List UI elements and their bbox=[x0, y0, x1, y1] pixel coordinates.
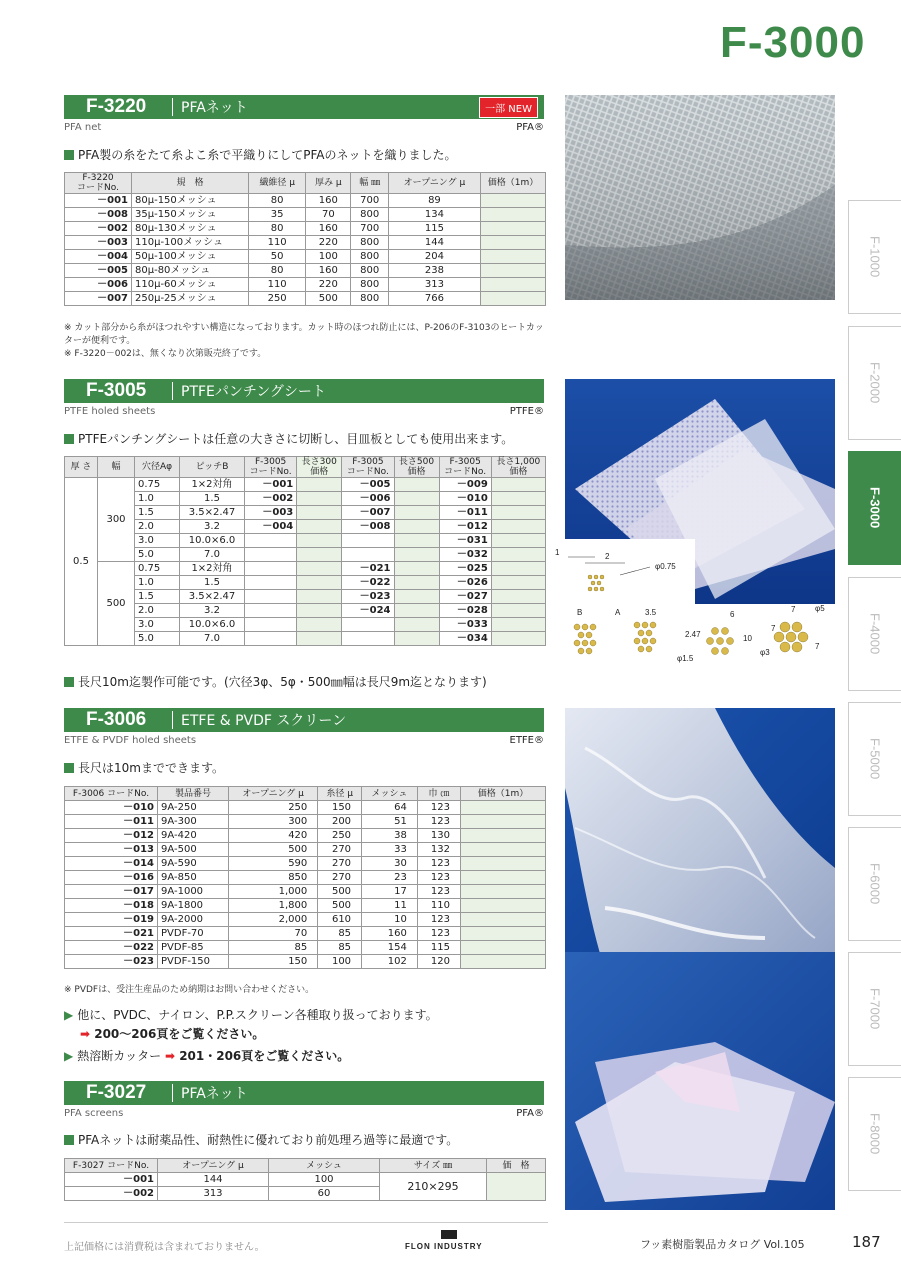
note: ※ カット部分から糸がほつれやすい構造になっております。カット時のほつれ防止には、P-206のF-3103のヒートカッターが便利です。 bbox=[64, 323, 544, 346]
table-row: 0.5 300 0.75 1×2対角 －001 －005 －009 bbox=[65, 478, 546, 492]
table-row: －002 80μ-130メッシュ 80 160 700 115 bbox=[65, 222, 546, 236]
svg-text:7: 7 bbox=[771, 624, 776, 633]
tab-f3000[interactable]: F-3000 bbox=[848, 451, 901, 565]
table-row: 2.0 3.2 －004 －008 －012 bbox=[65, 520, 546, 534]
svg-text:10: 10 bbox=[743, 634, 752, 643]
table-row: －018 9A-1800 1,800 500 11 110 bbox=[65, 899, 546, 913]
table-row: －021 PVDF-70 70 85 160 123 bbox=[65, 927, 546, 941]
table-row: －019 9A-2000 2,000 610 10 123 bbox=[65, 913, 546, 927]
spec-table-f3027 bbox=[64, 1158, 546, 1201]
table-row: 5.0 7.0 －034 bbox=[65, 632, 546, 646]
section-description: PFAネットは耐薬品性、耐熱性に優れており前処理ろ過等に最適です。 bbox=[64, 1131, 458, 1148]
catalog-name: フッ素樹脂製品カタログ Vol.105 bbox=[640, 1238, 805, 1251]
table-row: 2.0 3.2 －024 －028 bbox=[65, 604, 546, 618]
material-label: PFA® bbox=[516, 122, 544, 133]
company-logo bbox=[405, 1230, 495, 1255]
table-row: 1.0 1.5 －022 －026 bbox=[65, 576, 546, 590]
tab-f7000[interactable]: F-7000 bbox=[848, 952, 901, 1066]
svg-text:φ0.75: φ0.75 bbox=[655, 562, 676, 571]
pfa-net-photo bbox=[565, 95, 835, 300]
section-description: 長尺は10mまでできます。 bbox=[64, 759, 224, 776]
table-row: －017 9A-1000 1,000 500 17 123 bbox=[65, 885, 546, 899]
other-screens-line: ▶ 他に、PVDC、ナイロン、P.P.スクリーン各種取り扱っております。 bbox=[64, 1008, 438, 1022]
table-row: 1.5 3.5×2.47 －003 －007 －011 bbox=[65, 506, 546, 520]
svg-text:FLON INDUSTRY: FLON INDUSTRY bbox=[405, 1242, 483, 1251]
section-description: PFA製の糸をたて糸よこ糸で平織りにしてPFAのネットを織りました。 bbox=[64, 146, 457, 163]
section-subtitle: PTFE holed sheets bbox=[64, 406, 156, 417]
table-row: 1.5 3.5×2.47 －023 －027 bbox=[65, 590, 546, 604]
svg-text:φ5: φ5 bbox=[815, 604, 825, 613]
page-reference[interactable]: ➡ 200～206頁をご覧ください。 bbox=[80, 1027, 265, 1041]
table-row: －022 PVDF-85 85 85 154 115 bbox=[65, 941, 546, 955]
table-row: －006 110μ-60メッシュ 110 220 800 313 bbox=[65, 278, 546, 292]
table-row: －003 110μ-100メッシュ 110 220 800 144 bbox=[65, 236, 546, 250]
table-row: －001 144 100 210×295 bbox=[65, 1173, 546, 1187]
note: ※ PVDFは、受注生産品のため納期はお問い合わせください。 bbox=[64, 985, 315, 995]
table-header-row: F-3027 コードNo. オープニング μ メッシュ サイズ ㎜ 価 格 bbox=[65, 1159, 546, 1173]
table-row: －014 9A-590 590 270 30 123 bbox=[65, 857, 546, 871]
table-row: 5.0 7.0 －032 bbox=[65, 548, 546, 562]
tab-f2000[interactable]: F-2000 bbox=[848, 326, 901, 440]
table-row: －023 PVDF-150 150 100 102 120 bbox=[65, 955, 546, 969]
svg-text:B: B bbox=[577, 608, 583, 617]
section-description: PTFEパンチングシートは任意の大きさに切断し、目皿板としても使用出来ます。 bbox=[64, 430, 513, 447]
table-row: 3.0 10.0×6.0 －031 bbox=[65, 534, 546, 548]
tab-f4000[interactable]: F-4000 bbox=[848, 577, 901, 691]
page-number: 187 bbox=[852, 1233, 881, 1251]
cutter-line: ▶ 熱溶断カッター ➡ 201・206頁をご覧ください。 bbox=[64, 1049, 350, 1063]
new-badge: 一部 NEW bbox=[479, 97, 538, 118]
svg-text:φ3: φ3 bbox=[760, 648, 770, 657]
svg-text:7: 7 bbox=[791, 605, 796, 614]
table-row: －016 9A-850 850 270 23 123 bbox=[65, 871, 546, 885]
tab-f6000[interactable]: F-6000 bbox=[848, 827, 901, 941]
svg-text:φ1.5: φ1.5 bbox=[677, 654, 694, 663]
spec-table-f3006 bbox=[64, 786, 546, 969]
section-header-f3220: F-3220 PFAネット 一部 NEW bbox=[64, 95, 544, 119]
svg-text:6: 6 bbox=[730, 610, 735, 619]
footer-divider bbox=[64, 1222, 548, 1223]
section-header-f3005: F-3005 PTFEパンチングシート bbox=[64, 379, 544, 403]
svg-text:3.5: 3.5 bbox=[645, 608, 657, 617]
table-row: 500 0.75 1×2対角 －021 －025 bbox=[65, 562, 546, 576]
page-reference[interactable]: 201・206頁をご覧ください。 bbox=[179, 1049, 350, 1063]
section-header-f3006: F-3006 ETFE & PVDF スクリーン bbox=[64, 708, 544, 732]
ptfe-sheet-photo bbox=[555, 379, 835, 663]
section-subtitle: ETFE & PVDF holed sheets bbox=[64, 735, 197, 746]
table-row: －008 35μ-150メッシュ 35 70 800 134 bbox=[65, 208, 546, 222]
table-header-row: F-3006 コードNo. 製品番号 オープニング μ 糸径 μ メッシュ 巾 ㎝ 価格（1m） bbox=[65, 787, 546, 801]
note: ※ F-3220－002は、無くなり次第販売終了です。 bbox=[64, 349, 267, 359]
svg-text:2: 2 bbox=[605, 552, 610, 561]
material-label: PFA® bbox=[516, 1108, 544, 1119]
tab-f8000[interactable]: F-8000 bbox=[848, 1077, 901, 1191]
svg-text:2.47: 2.47 bbox=[685, 630, 701, 639]
spec-table-f3005 bbox=[64, 456, 546, 646]
svg-text:A: A bbox=[615, 608, 621, 617]
table-row: －011 9A-300 300 200 51 123 bbox=[65, 815, 546, 829]
material-label: ETFE® bbox=[509, 735, 544, 746]
table-row: －001 80μ-150メッシュ 80 160 700 89 bbox=[65, 194, 546, 208]
table-row: －012 9A-420 420 250 38 130 bbox=[65, 829, 546, 843]
table-header-row: F-3220 コードNo. 規 格 繊維径 μ 厚み μ 幅 ㎜ オープニング μ 価格（1m） bbox=[65, 173, 546, 194]
tax-note: 上記価格には消費税は含まれておりません。 bbox=[64, 1242, 265, 1253]
table-row: －010 9A-250 250 150 64 123 bbox=[65, 801, 546, 815]
table-row: －002 313 60 bbox=[65, 1187, 546, 1201]
pfa-screen-photo bbox=[565, 952, 835, 1210]
section-subtitle: PFA net bbox=[64, 122, 102, 133]
etfe-screen-photo bbox=[565, 708, 835, 970]
table-row: 1.0 1.5 －002 －006 －010 bbox=[65, 492, 546, 506]
table-row: －004 50μ-100メッシュ 50 100 800 204 bbox=[65, 250, 546, 264]
svg-text:7: 7 bbox=[815, 642, 820, 651]
material-label: PTFE® bbox=[509, 406, 544, 417]
table-header-row: 厚 さ 幅 穴径Aφ ピッチB F-3005 コードNo. 長さ300 価格 F-3005 コードNo. 長さ500 価格 F-3005 コードNo. 長さ1,000 価格 bbox=[65, 457, 546, 478]
page-title: F-3000 bbox=[720, 18, 866, 67]
svg-text:1: 1 bbox=[555, 548, 560, 557]
spec-table-f3220 bbox=[64, 172, 546, 306]
section-subtitle: PFA screens bbox=[64, 1108, 124, 1119]
table-row: －013 9A-500 500 270 33 132 bbox=[65, 843, 546, 857]
tab-f5000[interactable]: F-5000 bbox=[848, 702, 901, 816]
length-note: 長尺10m迄製作可能です。(穴径3φ、5φ・500㎜幅は長尺9m迄となります) bbox=[64, 673, 487, 690]
table-row: －007 250μ-25メッシュ 250 500 800 766 bbox=[65, 292, 546, 306]
section-header-f3027: F-3027 PFAネット bbox=[64, 1081, 544, 1105]
tab-f1000[interactable]: F-1000 bbox=[848, 200, 901, 314]
table-row: －005 80μ-80メッシュ 80 160 800 238 bbox=[65, 264, 546, 278]
table-row: 3.0 10.0×6.0 －033 bbox=[65, 618, 546, 632]
